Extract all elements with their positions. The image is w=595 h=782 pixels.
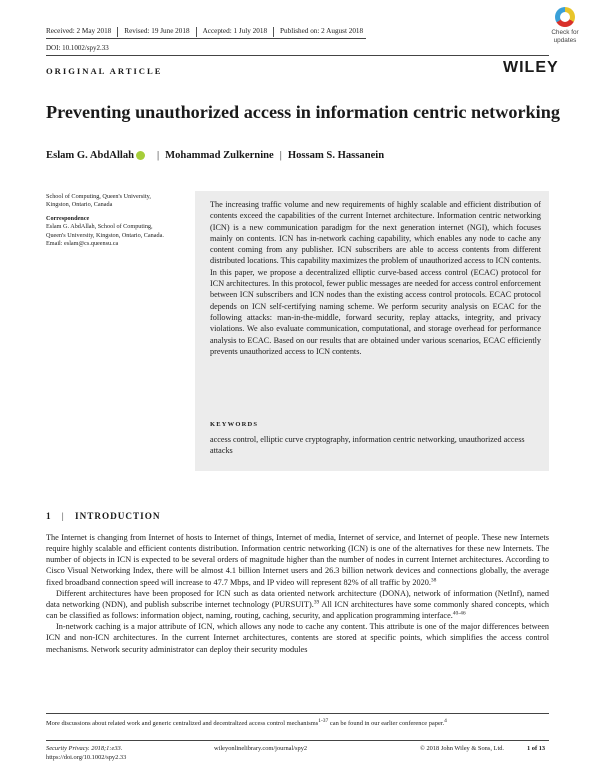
section-heading bbox=[46, 511, 161, 521]
correspondence-line2: Queen's University, Kingston, Ontario, Canada. bbox=[46, 231, 164, 239]
section-separator: | bbox=[61, 511, 65, 521]
citation[interactable]: 40-46 bbox=[452, 610, 466, 617]
published-date: Published on: 2 August 2018 bbox=[280, 27, 364, 35]
footnote-tail: can be found in our earlier conference paper. bbox=[328, 720, 445, 727]
correspondence-line1: Eslam G. AbdAllah, School of Computing, bbox=[46, 223, 153, 231]
header-rule bbox=[46, 38, 366, 39]
publisher-logo: WILEY bbox=[503, 59, 559, 76]
affiliation-line1: School of Computing, Queen's University, bbox=[46, 193, 151, 200]
paragraph-3 bbox=[46, 621, 549, 654]
divider bbox=[273, 27, 274, 37]
footnote-text: More discussions about related work and generic centralized and decentralized access control mechanisms bbox=[46, 720, 319, 727]
author-1[interactable]: Eslam G. AbdAllah bbox=[46, 150, 135, 161]
page-number: 1 of 13 bbox=[527, 745, 546, 752]
paragraph-1 bbox=[46, 532, 549, 588]
received-date: Received: 2 May 2018 bbox=[46, 27, 112, 35]
section-title: INTRODUCTION bbox=[75, 511, 161, 521]
citation[interactable]: 4 bbox=[444, 717, 447, 724]
footnote-rule bbox=[46, 713, 549, 714]
orcid-icon[interactable] bbox=[136, 151, 145, 160]
footer-rule bbox=[46, 740, 549, 741]
section-number: 1 bbox=[46, 511, 52, 521]
citation[interactable]: 38 bbox=[430, 576, 437, 583]
footnote bbox=[46, 717, 549, 727]
citation[interactable]: 39 bbox=[313, 599, 320, 606]
accepted-date: Accepted: 1 July 2018 bbox=[202, 27, 268, 35]
body-text bbox=[46, 532, 549, 655]
citation[interactable]: 1-37 bbox=[318, 717, 329, 724]
badge-line2: updates bbox=[553, 36, 577, 44]
affiliation-line2: Kingston, Ontario, Canada bbox=[46, 201, 113, 209]
affiliation-block bbox=[46, 193, 186, 248]
author-list bbox=[46, 150, 384, 161]
paragraph-1-text: The Internet is changing from Internet of hosts to Internet of things, Internet of media, Internet of service, and Internet of people. These new Internets require highly scalable and efficient contents distribution. Information centric networking (ICN) is one of the alternatives for these new Internets. The number of objects in ICN is expected to be several orders of magnitude higher than the number of nodes in current Internet architectures. According to Cisco Visual Networking Index, there will be almost 4.1 billion Internet users and 26.3 billion network devices and connections globally, the average fixed broadband connection speed will increase to 47.7 Mbps, and IP video will represent 82% of all traffic by 2020. bbox=[46, 533, 549, 587]
paragraph-2 bbox=[46, 588, 549, 621]
divider bbox=[196, 27, 197, 37]
paper-title: Preventing unauthorized access in information centric networking bbox=[46, 102, 560, 122]
journal-citation: Security Privacy. 2018;1:e33. bbox=[46, 745, 123, 752]
paragraph-2-text-cont: All ICN architectures have some commonly shared concepts, which can be classified as follows: information object, naming, routing, caching, security, and application programming interface. bbox=[46, 599, 549, 621]
badge-line1: Check for bbox=[551, 29, 579, 36]
journal-site-link[interactable]: wileyonlinelibrary.com/journal/spy2 bbox=[214, 745, 308, 752]
keywords-heading: KEYWORDS bbox=[210, 421, 259, 428]
copyright: © 2018 John Wiley & Sons, Ltd. bbox=[420, 745, 505, 752]
abstract-text: The increasing traffic volume and new requirements of highly scalable and efficient distribution of contents exceed the capabilities of the current Internet architecture. Information centric networking (ICN) is a new communication paradigm for the next generation internet (NGI), which focuses mainly on contents. ICN has in-network caching capability, which enables any node to cache any content coming from any publisher. ICN subscribers are able to access contents from different distributed locations. This capability maximizes the problem of unauthorized access to ICN contents. In this paper, we propose a decentralized elliptic curve-based access control (ECAC) protocol for ICN architectures. In this protocol, fewer public messages are needed for access control enforcement between ICN subscribers and ICN nodes than the existing access control protocols. ECAC protocol depends on ICN self-certifying naming scheme. We perform security analysis on ECAC for the following attacks: man-in-the-middle, forward security, replay attacks, integrity, and privacy violations. We also evaluate communication, computational, and storage overhead for performance analysis to ECAC. Based on our results that are obtained under various scenarios, ECAC efficiently prevents unauthorized access to ICN contents. bbox=[210, 200, 541, 356]
author-3[interactable]: Hossam S. Hassanein bbox=[287, 150, 385, 161]
revised-date: Revised: 19 June 2018 bbox=[124, 27, 190, 35]
keywords-text: access control, elliptic curve cryptography, information centric networking, unauthorized access attacks bbox=[210, 435, 525, 456]
author-separator: | bbox=[157, 150, 160, 161]
doi[interactable]: DOI: 10.1002/spy2.33 bbox=[46, 44, 109, 52]
divider bbox=[117, 27, 118, 37]
article-type: ORIGINAL ARTICLE bbox=[46, 66, 163, 76]
paragraph-2-text: Different architectures have been proposed for ICN such as data oriented network architecture (DONA), network of information (NetInf), named data networking (NDN), and publish subscribe internet technology (PURSUIT). bbox=[46, 588, 549, 609]
correspondence-email[interactable]: Email: eslam@cs.queensu.ca bbox=[46, 240, 119, 248]
doi-link[interactable]: https://doi.org/10.1002/spy2.33 bbox=[46, 753, 127, 761]
paragraph-3-text: In-network caching is a major attribute of ICN, which allows any node to cache any content. This attribute is one of the major differences between ICN and non-ICN architectures. In the current Internet architectures, contents are stored at specific points, which simplifies the access control mechanisms. Network security administrator can deploy their security modules bbox=[46, 622, 549, 654]
crossmark-icon bbox=[555, 7, 575, 27]
footer-journal-info bbox=[46, 745, 126, 762]
article-dates bbox=[46, 27, 363, 37]
header-rule-full bbox=[46, 55, 549, 56]
check-for-updates-badge[interactable] bbox=[546, 7, 584, 51]
author-2[interactable]: Mohammad Zulkernine bbox=[165, 150, 274, 161]
correspondence-heading: Correspondence bbox=[46, 214, 90, 222]
author-separator: | bbox=[279, 150, 282, 161]
